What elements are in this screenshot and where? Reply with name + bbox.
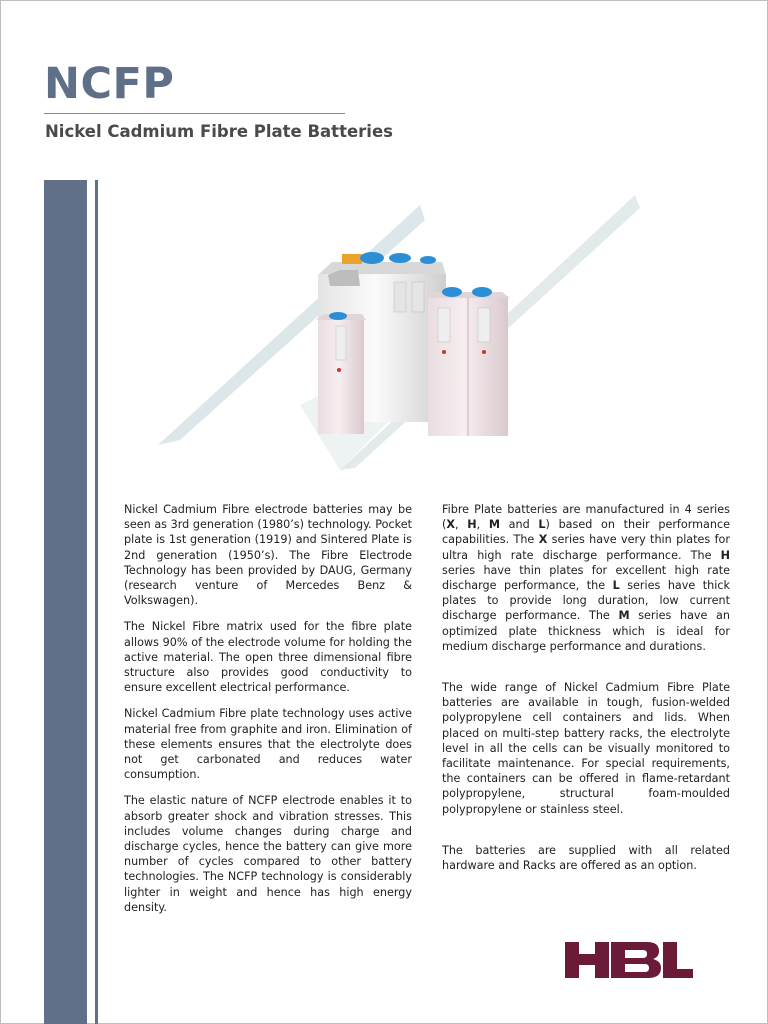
paragraph: Nickel Cadmium Fibre electrode batteries may be seen as 3rd generation (1980’s) technology. Pocket plate is 1st generation (1919) and Sintered Plate is 2nd generation (1950’s). The Fibre Electrode Technology has been provided by DAUG, Germany (research venture of Mercedes Benz & Volkswagen). [124,503,412,608]
paragraph: The wide range of Nickel Cadmium Fibre Plate batteries are available in tough, fusion-welded polypropylene cell containers and lids. When placed on multi-step battery racks, the electrolyte level in all the cells can be visually monitored to facilitate maintenance. For special requirements, the containers can be offered in flame-retardant polypropylene, structural foam-moulded polypropylene or stainless steel. [442,681,730,816]
page-title: NCFP [44,59,175,109]
paragraph: Nickel Cadmium Fibre plate technology uses active material free from graphite and iron. Elimination of these elements ensures that the electrolyte does not get carbonated and reduces water consumption. [124,707,412,782]
paragraph: The elastic nature of NCFP electrode enables it to absorb greater shock and vibration stresses. This includes volume changes during charge and discharge cycles, hence the battery can give more number of cycles compared to other battery technologies. The NCFP technology is considerably lighter in weight and hence has high energy density. [124,794,412,914]
paragraph: The Nickel Fibre matrix used for the fibre plate allows 90% of the electrode volume for holding the active material. The open three dimensional fibre structure also provides good conductivity to ensure excellent electrical performance. [124,620,412,695]
paragraph: The batteries are supplied with all related hardware and Racks are offered as an option. [442,843,730,873]
page-subtitle: Nickel Cadmium Fibre Plate Batteries [45,122,393,141]
body-column-left [124,502,412,926]
hbl-logo [563,938,695,982]
sidebar-line [95,180,98,1024]
sidebar-bar [44,180,87,1024]
title-divider [44,113,345,114]
body-column-right [442,502,730,884]
paragraph-series: Fibre Plate batteries are manufactured in 4 series (X, H, M and L) based on their performance capabilities. The X series have very thin plates for ultra high rate discharge performance. The H series have thin plates for excellent high rate discharge performance, the L series have thick plates to provide long duration, low current discharge performance. The M series have an optimized plate thickness which is ideal for medium discharge performance and durations. [442,503,731,653]
double-battery-cell [426,287,510,436]
small-battery-cell [316,312,366,434]
battery-product-image [150,190,650,480]
